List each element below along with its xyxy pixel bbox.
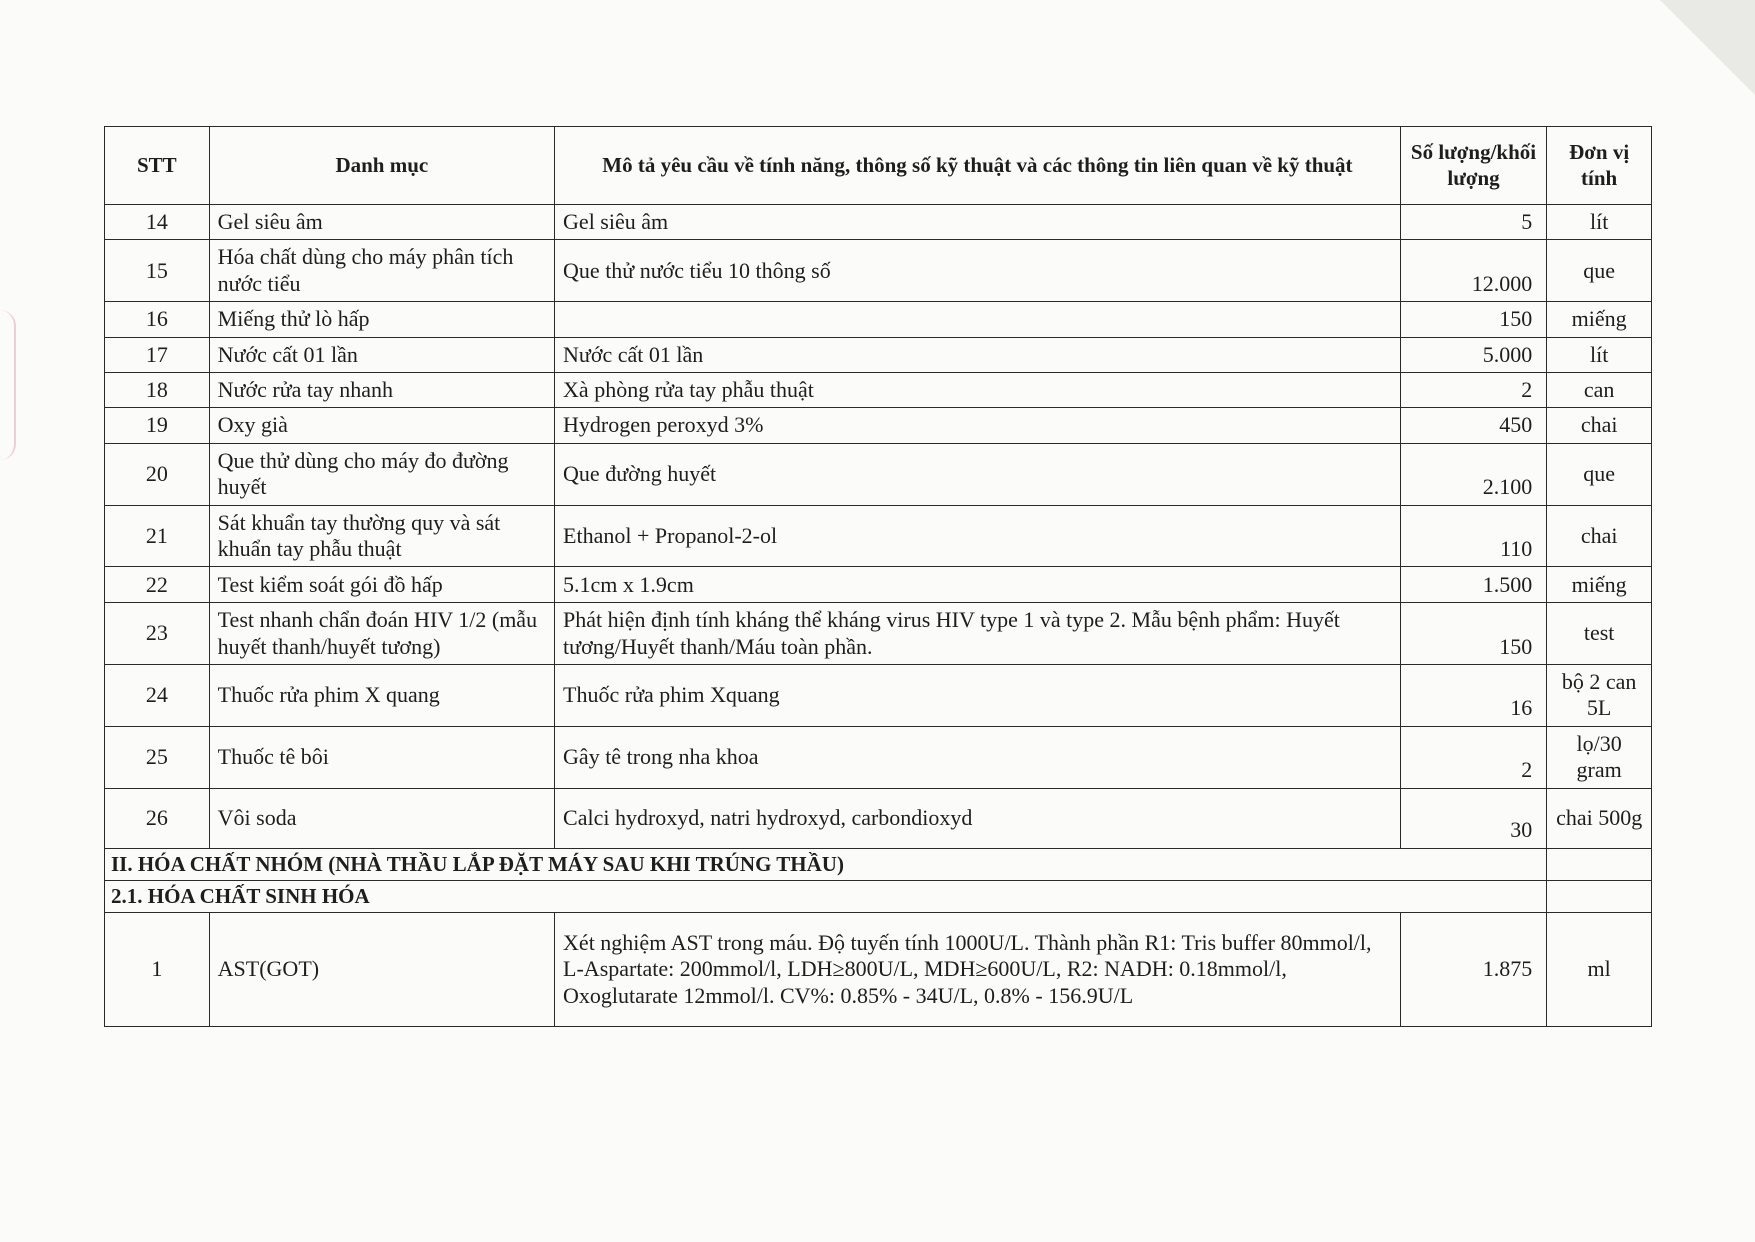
table-row [105,408,1652,443]
table-row [105,443,1652,505]
row-quantity: 2 [1400,726,1547,788]
row-name: Thuốc tê bôi [209,726,554,788]
row-unit: can [1547,372,1652,407]
row-name: Que thử dùng cho máy đo đường huyết [209,443,554,505]
header-unit: Đơn vị tính [1547,127,1652,205]
table-row [105,788,1652,848]
row-stt: 26 [105,788,210,848]
row-name: Gel siêu âm [209,205,554,240]
row-stt: 15 [105,240,210,302]
row-unit: test [1547,603,1652,665]
section-row [105,880,1652,912]
row-quantity: 5.000 [1400,337,1547,372]
row-unit: lít [1547,205,1652,240]
row-quantity: 1.875 [1400,913,1547,1027]
row-description: Hydrogen peroxyd 3% [555,408,1401,443]
section-row [105,848,1652,880]
row-quantity: 12.000 [1400,240,1547,302]
header-quantity: Số lượng/khối lượng [1400,127,1547,205]
row-description [555,302,1401,337]
row-unit: lọ/30 gram [1547,726,1652,788]
table-row [105,337,1652,372]
row-stt: 20 [105,443,210,505]
row-stt: 17 [105,337,210,372]
row-description: Nước cất 01 lần [555,337,1401,372]
row-stt: 22 [105,567,210,603]
row-name: Sát khuẩn tay thường quy và sát khuẩn tay phẫu thuật [209,505,554,567]
row-name: Nước cất 01 lần [209,337,554,372]
row-quantity: 16 [1400,665,1547,727]
row-description: Gây tê trong nha khoa [555,726,1401,788]
row-description: Que đường huyết [555,443,1401,505]
row-quantity: 110 [1400,505,1547,567]
row-quantity: 450 [1400,408,1547,443]
table-row [105,913,1652,1027]
row-quantity: 150 [1400,603,1547,665]
row-name: Nước rửa tay nhanh [209,372,554,407]
row-name: Vôi soda [209,788,554,848]
row-description: Que thử nước tiểu 10 thông số [555,240,1401,302]
row-stt: 18 [105,372,210,407]
row-quantity: 150 [1400,302,1547,337]
row-unit: que [1547,443,1652,505]
row-name: Test kiểm soát gói đồ hấp [209,567,554,603]
empty-cell [1547,880,1652,912]
header-category: Danh mục [209,127,554,205]
row-stt: 1 [105,913,210,1027]
row-description: Phát hiện định tính kháng thể kháng virus HIV type 1 và type 2. Mẫu bệnh phẩm: Huyết tương/Huyết thanh/Máu toàn phần. [555,603,1401,665]
table-row [105,505,1652,567]
folded-page-corner [1660,0,1755,95]
row-stt: 19 [105,408,210,443]
row-stt: 16 [105,302,210,337]
row-quantity: 1.500 [1400,567,1547,603]
row-unit: ml [1547,913,1652,1027]
section-heading-group2: II. HÓA CHẤT NHÓM (NHÀ THẦU LẮP ĐẶT MÁY SAU KHI TRÚNG THẦU) [105,848,1547,880]
row-description: Calci hydroxyd, natri hydroxyd, carbondioxyd [555,788,1401,848]
row-unit: chai 500g [1547,788,1652,848]
row-name: Test nhanh chẩn đoán HIV 1/2 (mẫu huyết thanh/huyết tương) [209,603,554,665]
row-unit: lít [1547,337,1652,372]
row-unit: bộ 2 can 5L [1547,665,1652,727]
row-quantity: 5 [1400,205,1547,240]
row-description: Xét nghiệm AST trong máu. Độ tuyến tính 1000U/L. Thành phần R1: Tris buffer 80mmol/l, L-Aspartate: 200mmol/l, LDH≥800U/L, MDH≥600U/L, R2: NADH: 0.18mmol/l, Oxoglutarate 12mmol/l. CV%: 0.85% - 34U/L, 0.8% - 156.9U/L [555,913,1401,1027]
header-stt: STT [105,127,210,205]
header-description: Mô tả yêu cầu về tính năng, thông số kỹ thuật và các thông tin liên quan về kỹ thuật [555,127,1401,205]
row-quantity: 2.100 [1400,443,1547,505]
row-name: Miếng thử lò hấp [209,302,554,337]
row-name: Hóa chất dùng cho máy phân tích nước tiểu [209,240,554,302]
row-name: AST(GOT) [209,913,554,1027]
row-unit: chai [1547,505,1652,567]
row-stt: 23 [105,603,210,665]
row-stt: 21 [105,505,210,567]
row-stt: 14 [105,205,210,240]
table-row [105,372,1652,407]
row-stt: 25 [105,726,210,788]
table-row [105,603,1652,665]
row-description: Gel siêu âm [555,205,1401,240]
table-row [105,240,1652,302]
table-row [105,726,1652,788]
row-unit: chai [1547,408,1652,443]
row-unit: que [1547,240,1652,302]
stamp-trace [0,310,16,460]
row-stt: 24 [105,665,210,727]
row-description: Ethanol + Propanol-2-ol [555,505,1401,567]
table-row [105,205,1652,240]
row-quantity: 30 [1400,788,1547,848]
row-unit: miếng [1547,302,1652,337]
empty-cell [1547,848,1652,880]
table-row [105,567,1652,603]
row-unit: miếng [1547,567,1652,603]
row-description: Xà phòng rửa tay phẫu thuật [555,372,1401,407]
row-description: Thuốc rửa phim Xquang [555,665,1401,727]
row-description: 5.1cm x 1.9cm [555,567,1401,603]
row-quantity: 2 [1400,372,1547,407]
table-row [105,302,1652,337]
table-header-row [105,127,1652,205]
table-row [105,665,1652,727]
section-heading-biochem: 2.1. HÓA CHẤT SINH HÓA [105,880,1547,912]
supplies-table [104,126,1652,1027]
row-name: Thuốc rửa phim X quang [209,665,554,727]
row-name: Oxy già [209,408,554,443]
